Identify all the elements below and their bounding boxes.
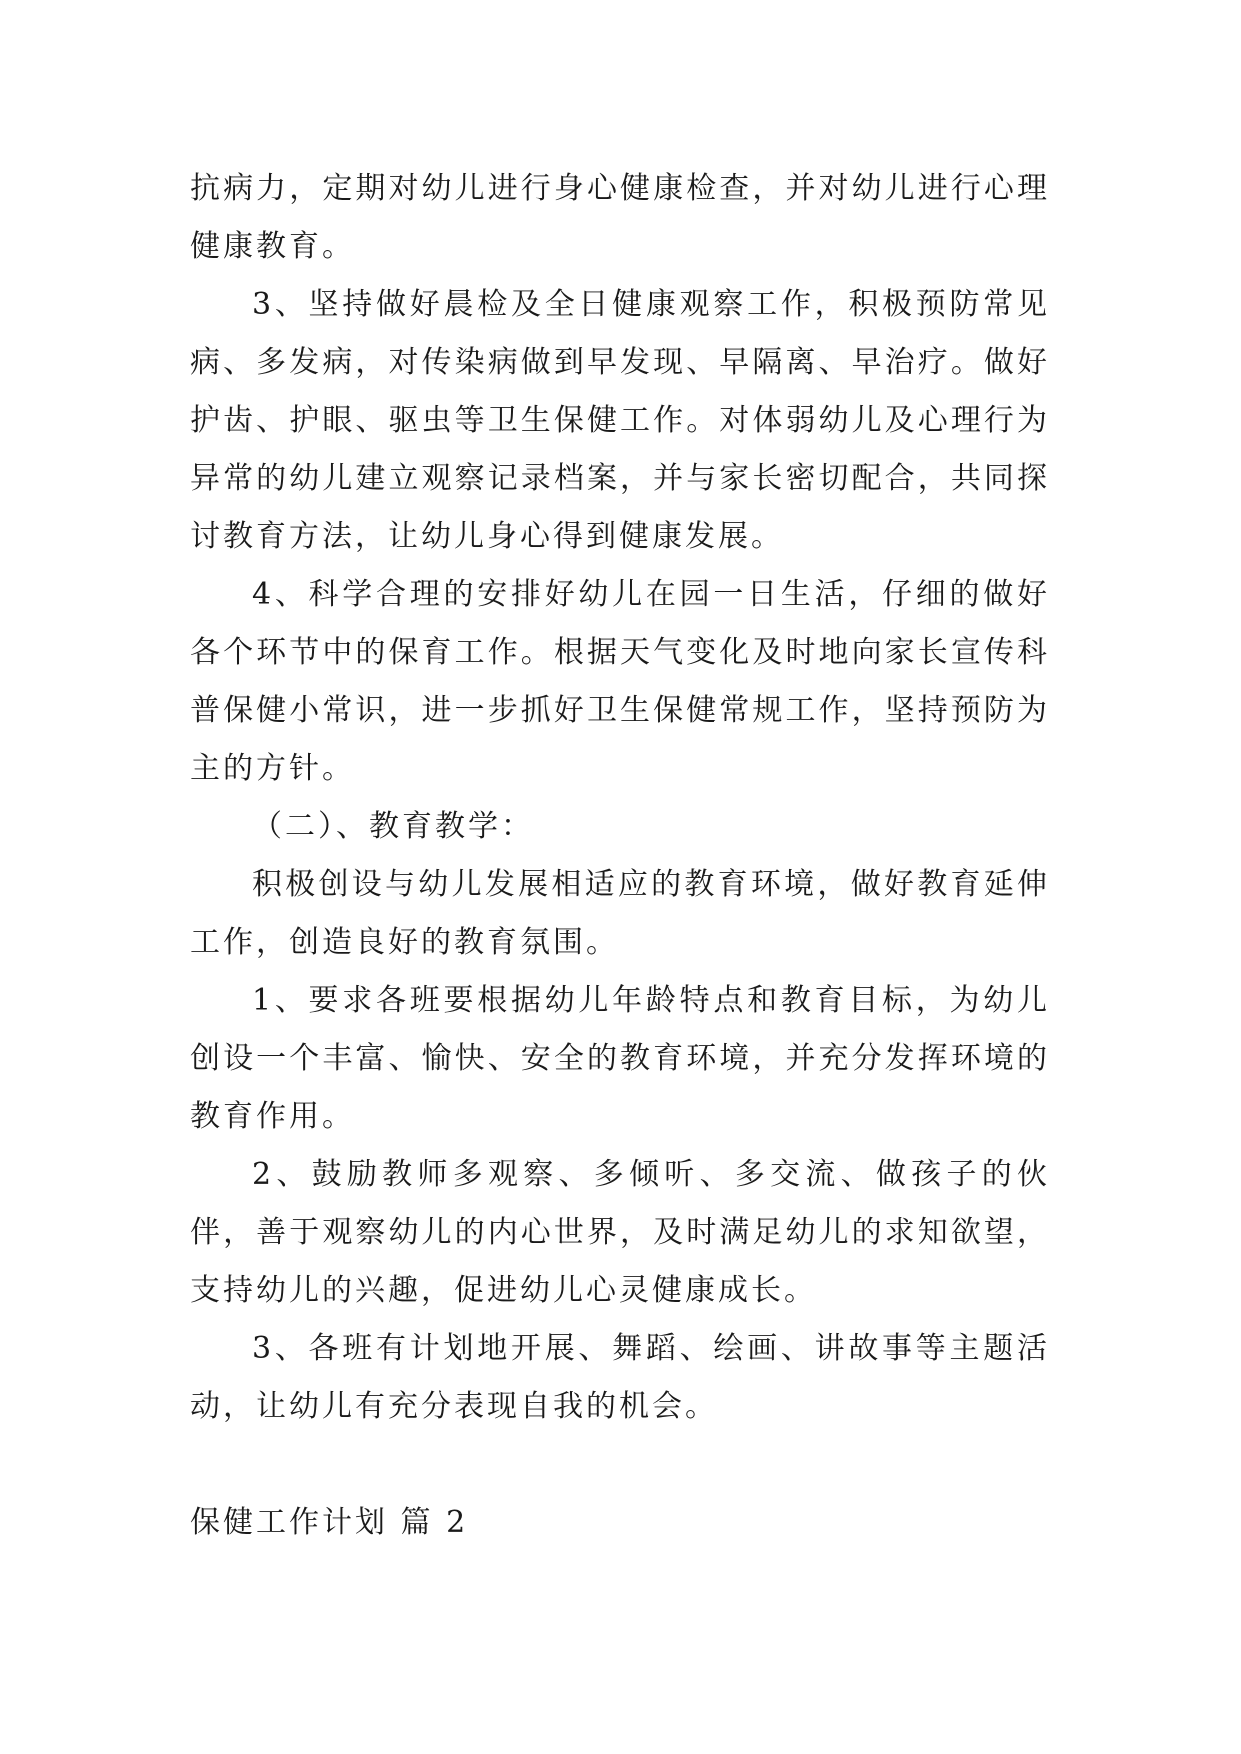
paragraph-item-3-health-observation: 3、坚持做好晨检及全日健康观察工作，积极预防常见病、多发病，对传染病做到早发现、早隔离、早治疗。做好护齿、护眼、驱虫等卫生保健工作。对体弱幼儿及心理行为异常的幼儿建立观察记录档案，并与家长密切配合，共同探讨教育方法，让幼儿身心得到健康发展。	[190, 287, 1050, 554]
paragraph-education-item-1: 1、要求各班要根据幼儿年龄特点和教育目标，为幼儿创设一个丰富、愉快、安全的教育环境，并充分发挥环境的教育作用。	[190, 983, 1050, 1134]
paragraph-item-4-daily-schedule: 4、科学合理的安排好幼儿在园一日生活，仔细的做好各个环节中的保育工作。根据天气变化及时地向家长宣传科普保健小常识，进一步抓好卫生保健常规工作，坚持预防为主的方针。	[190, 577, 1050, 786]
section-heading-education: （二）、教育教学：	[252, 809, 534, 844]
next-section-title: 保健工作计划 篇 2	[190, 1505, 469, 1540]
document-page	[190, 160, 1050, 1552]
paragraph-education-item-2: 2、鼓励教师多观察、多倾听、多交流、做孩子的伙伴，善于观察幼儿的内心世界，及时满足幼儿的求知欲望，支持幼儿的兴趣，促进幼儿心灵健康成长。	[190, 1157, 1050, 1308]
paragraph-continuation: 抗病力，定期对幼儿进行身心健康检查，并对幼儿进行心理健康教育。	[190, 171, 1050, 264]
paragraph-education-item-3: 3、各班有计划地开展、舞蹈、绘画、讲故事等主题活动，让幼儿有充分表现自我的机会。	[190, 1331, 1050, 1424]
paragraph-education-intro: 积极创设与幼儿发展相适应的教育环境，做好教育延伸工作，创造良好的教育氛围。	[190, 867, 1050, 960]
section-spacer	[190, 1436, 1050, 1494]
